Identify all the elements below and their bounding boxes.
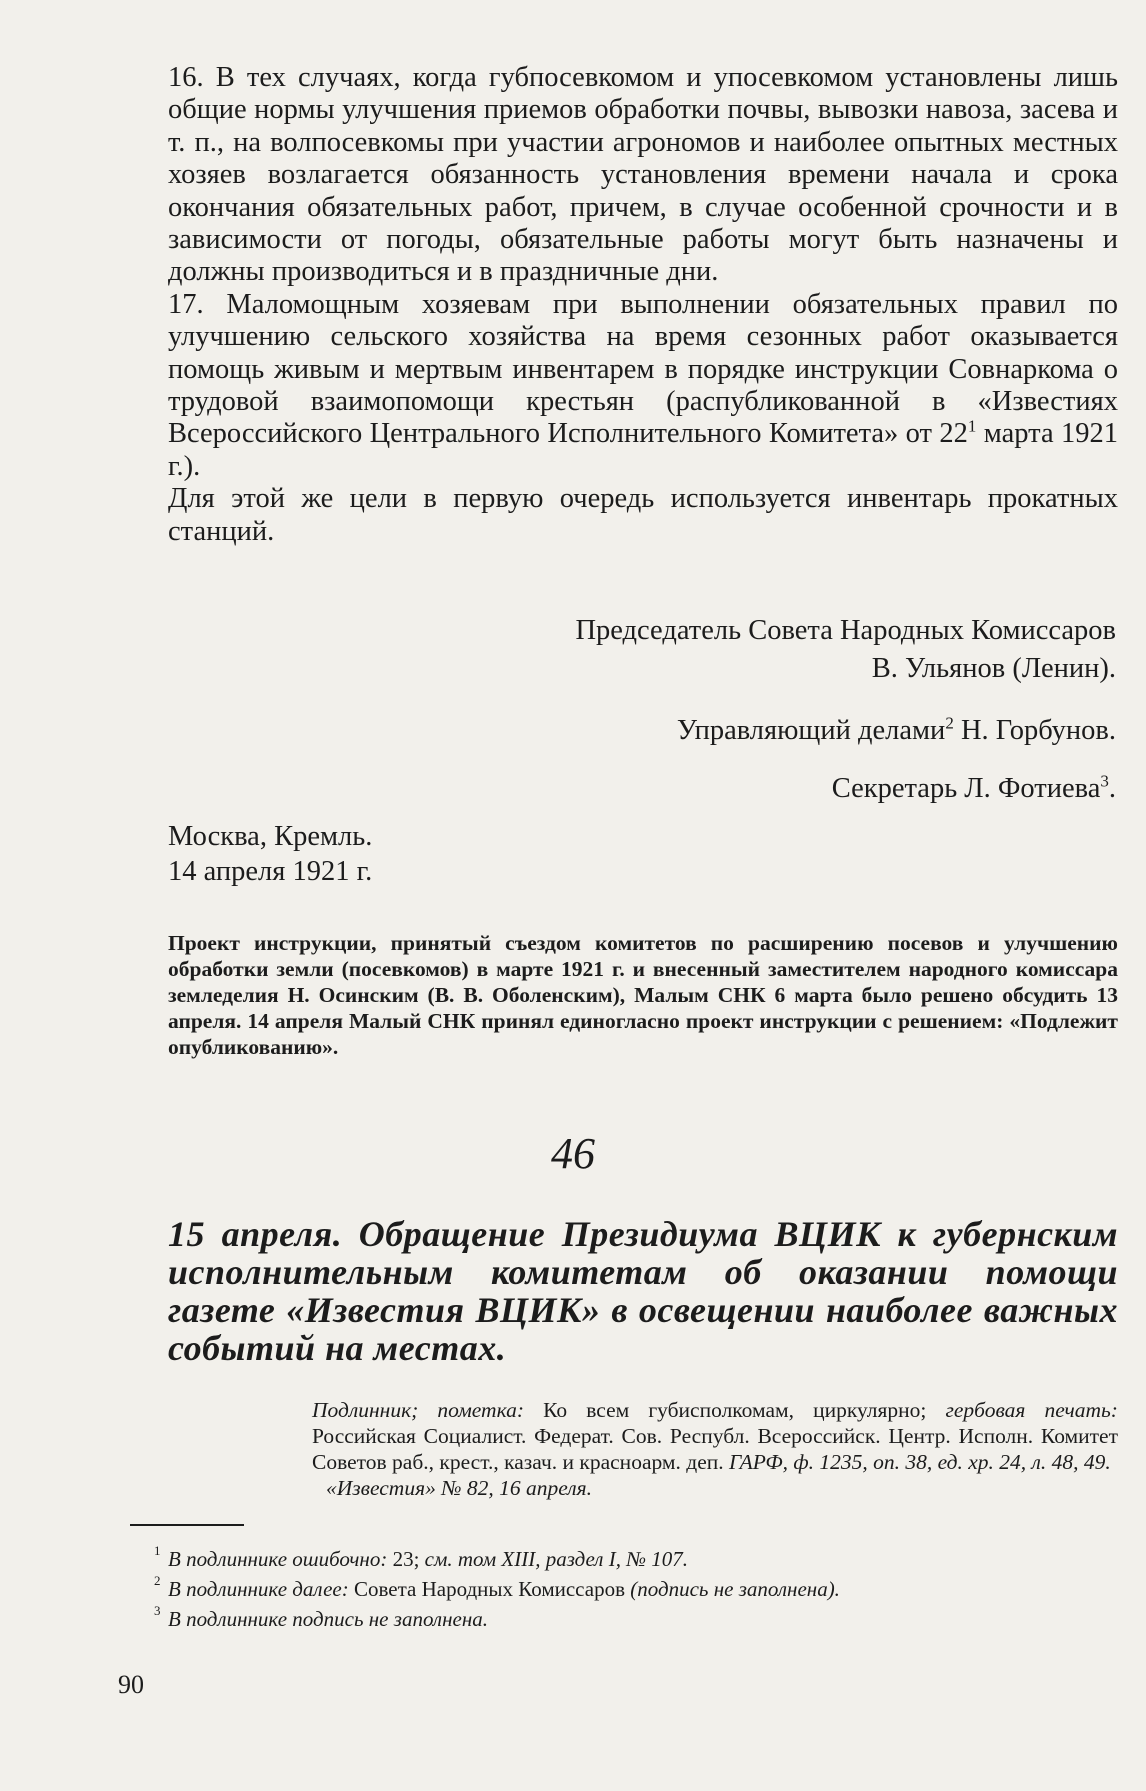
paragraph-17	[168, 289, 1118, 483]
footnote-separator	[130, 1524, 244, 1526]
document-title: 15 апреля. Обращение Президиума ВЦИК к губернским исполнительным комитетам об оказании помощи газете «Известия ВЦИК» в освещении наиболее важных событий на местах.	[168, 1214, 1118, 1368]
footnote-1	[154, 1543, 1118, 1572]
footnote-2-number: 2	[154, 1573, 161, 1588]
footnote-ref-1: 1	[967, 416, 977, 436]
source-label-seal: гербовая печать:	[945, 1398, 1118, 1422]
signature-secretary	[832, 772, 1116, 806]
signature-secretary-end: .	[1108, 773, 1116, 804]
footnote-3-number: 3	[154, 1603, 161, 1618]
paragraph-inventory: Для этой же цели в первую очередь используется инвентарь прокатных станций.	[168, 483, 1118, 547]
footnote-2-ref: (подпись не заполнена).	[630, 1577, 840, 1601]
paragraph-17-text: 17. Маломощным хозяевам при выполнении обязательных правил по улучшению сельского хозяйства на время сезонных работ оказывается помощь живым и мертвым инвентарем в порядке инструкции Совнаркома о трудовой взаимопомощи крестьян (распубликованной в «Известиях Всероссийского Центрального Исполнительного Комитета» от 22	[168, 288, 1118, 450]
signature-manager-title: Управляющий делами	[676, 715, 946, 746]
footnote-3	[154, 1603, 1118, 1632]
footnote-ref-2: 2	[945, 713, 954, 733]
footnote-3-italic: В подлиннике подпись не заполнена.	[168, 1607, 488, 1631]
paragraph-16: 16. В тех случаях, когда губпосевкомом и упосевкомом установлены лишь общие нормы улучшения приемов обработки почвы, вывозки навоза, засева и т. п., на волпосевкомы при участии агрономов и наиболее опытных местных хозяев возлагается обязанность установления времени начала и срока окончания обязательных работ, причем, в случае особенной срочности и в зависимости от погоды, обязательные работы могут быть назначены и должны производиться и в праздничные дни.	[168, 62, 1118, 288]
footnote-1-ref: см. том XIII, раздел I, № 107.	[424, 1547, 688, 1571]
signature-chair-name: В. Ульянов (Ленин).	[871, 653, 1116, 684]
editorial-note: Проект инструкции, принятый съездом комитетов по расширению посевов и улучшению обработки земли (посевкомов) в марте 1921 г. и внесенный заместителем народного комиссара земледелия Н. Осинским (В. В. Оболенским), Малым СНК 6 марта было решено обсудить 13 апреля. 14 апреля Малый СНК принял единогласно проект инструкции с решением: «Подлежит опубликованию».	[168, 931, 1118, 1059]
footnote-1-text: 23;	[387, 1547, 425, 1571]
signature-manager-name: Н. Горбунов.	[953, 715, 1116, 746]
main-text	[168, 62, 1118, 548]
source-publication: «Известия» № 82, 16 апреля.	[326, 1476, 592, 1500]
source-label-original: Подлинник; пометка:	[312, 1398, 525, 1422]
signature-chair-title: Председатель Совета Народных Комиссаров	[575, 615, 1116, 646]
footnote-2	[154, 1573, 1118, 1602]
paragraph-17-tail: марта 1921 г.).	[168, 418, 1118, 482]
source-text-1: Ко всем губисполкомам, циркулярно;	[524, 1398, 946, 1422]
signature-secretary-name: Секретарь Л. Фотиева	[831, 773, 1101, 804]
footnote-2-italic: В подлиннике далее:	[168, 1577, 349, 1601]
date: 14 апреля 1921 г.	[168, 856, 373, 887]
source-archive: ГАРФ, ф. 1235, оп. 38, ед. хр. 24, л. 48, 49.	[729, 1450, 1111, 1474]
source-note	[312, 1397, 1118, 1501]
footnote-ref-3: 3	[1100, 771, 1109, 791]
footnote-1-number: 1	[154, 1543, 161, 1558]
footnote-2-text: Совета Народных Комиссаров	[348, 1577, 631, 1601]
document-number: 46	[551, 1129, 595, 1178]
page-number: 90	[118, 1670, 144, 1699]
footnote-1-italic: В подлиннике ошибочно:	[168, 1547, 388, 1571]
signature-manager	[677, 714, 1116, 748]
source-text-2: Российская Социалист. Федерат. Сов. Республ. Всероссийск. Центр. Исполн. Комитет Советов раб., крест., казач. и красноарм. деп.	[312, 1424, 1118, 1474]
place: Москва, Кремль.	[168, 821, 373, 852]
